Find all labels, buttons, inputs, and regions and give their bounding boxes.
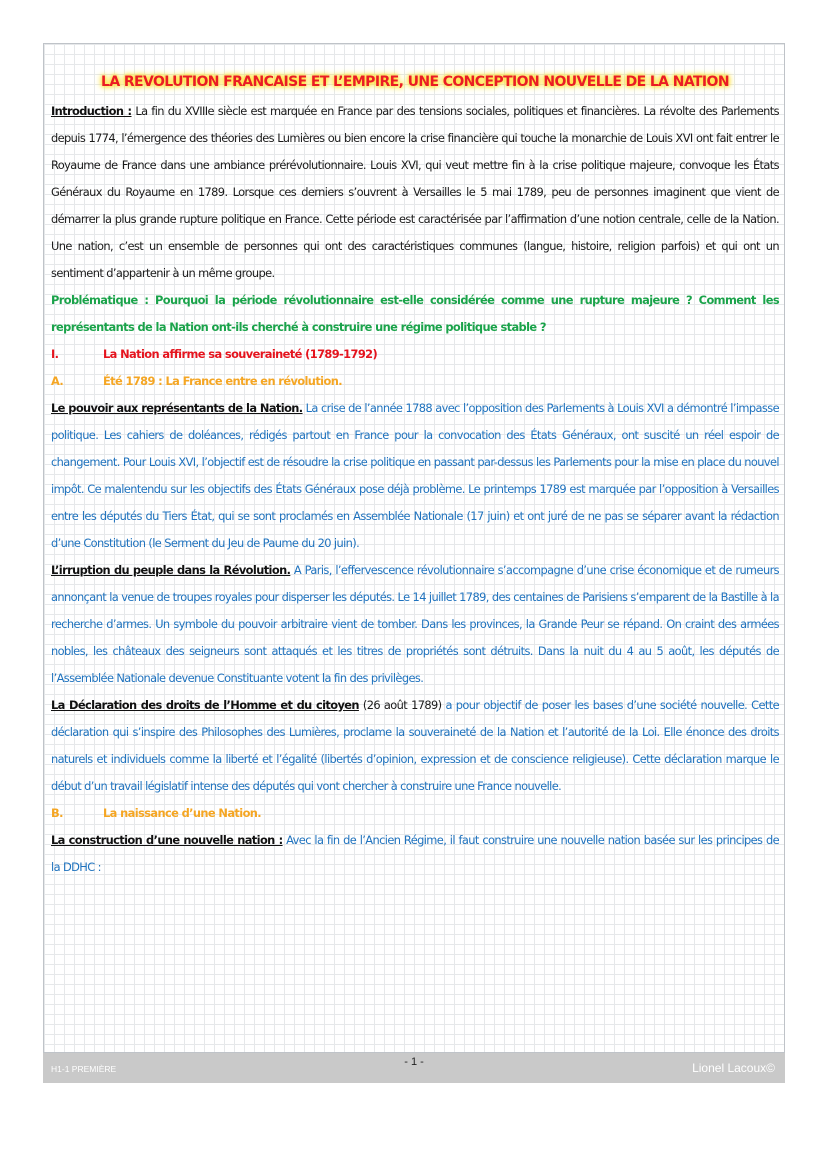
- document-page: [43, 43, 785, 1053]
- paragraph-construction: [51, 827, 779, 881]
- paragraph-irruption-lead: L’irruption du peuple dans la Révolution.: [51, 563, 291, 577]
- part-a-title: Été 1789 : La France entre en révolution.: [103, 374, 342, 388]
- paragraph-declaration: [51, 692, 779, 800]
- part-b-letter: B.: [51, 806, 63, 820]
- paragraph-irruption-text: A Paris, l’effervescence révolutionnaire s’accompagne d’une crise économique et de rumeurs annonçant la venue de troupes royales pour disperser les députés. Le 14 juillet 1789, des centaines de Parisiens s’emparent de la Bastille à la recherche d’armes. Un symbole du pouvoir arbitraire vient de tomber. Dans les provinces, la Grande Peur se répand. On craint des armées nobles, les châteaux des seigneurs sont attaqués et les titres de propriétés sont détruits. Dans la nuit du 4 au 5 août, les députés de l’Assemblée Nationale devenue Constituante votent la fin des privilèges.: [51, 563, 780, 685]
- intro-paragraph: [51, 98, 779, 287]
- footer-course-label: H1-1 PREMIÈRE: [51, 1064, 117, 1074]
- document-title: LA REVOLUTION FRANCAISE ET L’EMPIRE, UNE CONCEPTION NOUVELLE DE LA NATION: [101, 74, 729, 90]
- paragraph-pouvoir: [51, 395, 779, 557]
- paragraph-declaration-text: a pour objectif de poser les bases d’une société nouvelle. Cette déclaration qui s’inspire des Philosophes des Lumières, proclame la souveraineté de la Nation et l’autorité de la Loi. Elle énonce des droits naturels et individuels comme la liberté et l’égalité (libertés d’opinion, expression et de conscience religieuse). Cette déclaration marque le début d’un travail législatif intense des députés qui vont chercher à construire une France nouvelle.: [51, 698, 779, 793]
- footer-page-number: - 1 -: [404, 1056, 424, 1068]
- page-footer: [43, 1053, 785, 1083]
- part-1-number: I.: [51, 347, 59, 361]
- intro-text: La fin du XVIIIe siècle est marquée en France par des tensions sociales, politiques et financières. La révolte des Parlements depuis 1774, l’émergence des théories des Lumières ou bien encore la crise financière qui touche la monarchie de Louis XVI ont fait entrer le Royaume de France dans une ambiance prérévolutionnaire. Louis XVI, qui veut mettre fin à la crise politique majeure, convoque les États Généraux du Royaume en 1789. Lorsque ces derniers s’ouvrent à Versailles le 5 mai 1789, peu de personnes imaginent que vient de démarrer la plus grande rupture politique en France. Cette période est caractérisée par l’affirmation d’une notion centrale, celle de la Nation. Une nation, c’est un ensemble de personnes qui ont des caractéristiques communes (langue, histoire, religion parfois) et qui ont un sentiment d’appartenir à un même groupe.: [51, 104, 779, 280]
- intro-lead: Introduction :: [51, 104, 132, 118]
- paragraph-pouvoir-lead: Le pouvoir aux représentants de la Nation.: [51, 401, 303, 415]
- footer-author: Lionel Lacoux©: [692, 1061, 775, 1075]
- part-b-heading: [51, 800, 779, 827]
- paragraph-declaration-lead: La Déclaration des droits de l’Homme et du citoyen: [51, 698, 359, 712]
- part-a-letter: A.: [51, 374, 64, 388]
- paragraph-irruption: [51, 557, 779, 692]
- document-content: [51, 68, 779, 881]
- paragraph-construction-text: Avec la fin de l’Ancien Régime, il faut construire une nouvelle nation basée sur les principes de la DDHC :: [51, 833, 779, 874]
- paragraph-declaration-date: (26 août 1789): [358, 698, 442, 712]
- part-b-title: La naissance d’une Nation.: [103, 806, 262, 820]
- part-a-heading: [51, 368, 779, 395]
- paragraph-pouvoir-text: La crise de l’année 1788 avec l’opposition des Parlements à Louis XVI a démontré l’impasse politique. Les cahiers de doléances, rédigés partout en France pour la convocation des États Généraux, ont suscité un réel espoir de changement. Pour Louis XVI, l’objectif est de résoudre la crise politique en passant par-dessus les Parlements pour la mise en place du nouvel impôt. Ce malentendu sur les objectifs des États Généraux pose déjà problème. Le printemps 1789 est marquée par l’opposition à Versailles entre les députés du Tiers État, qui se sont proclamés en Assemblée Nationale (17 juin) et ont juré de ne pas se séparer avant la rédaction d’une Constitution (le Serment du Jeu de Paume du 20 juin).: [51, 401, 779, 550]
- part-1-heading: [51, 341, 779, 368]
- problematique: Problématique : Pourquoi la période révolutionnaire est-elle considérée comme une rupture majeure ? Comment les représentants de la Nation ont-ils cherché à construire une régime politique stable ?: [51, 293, 779, 334]
- paragraph-construction-lead: La construction d’une nouvelle nation :: [51, 833, 283, 847]
- part-1-title: La Nation affirme sa souveraineté (1789-1792): [103, 347, 378, 361]
